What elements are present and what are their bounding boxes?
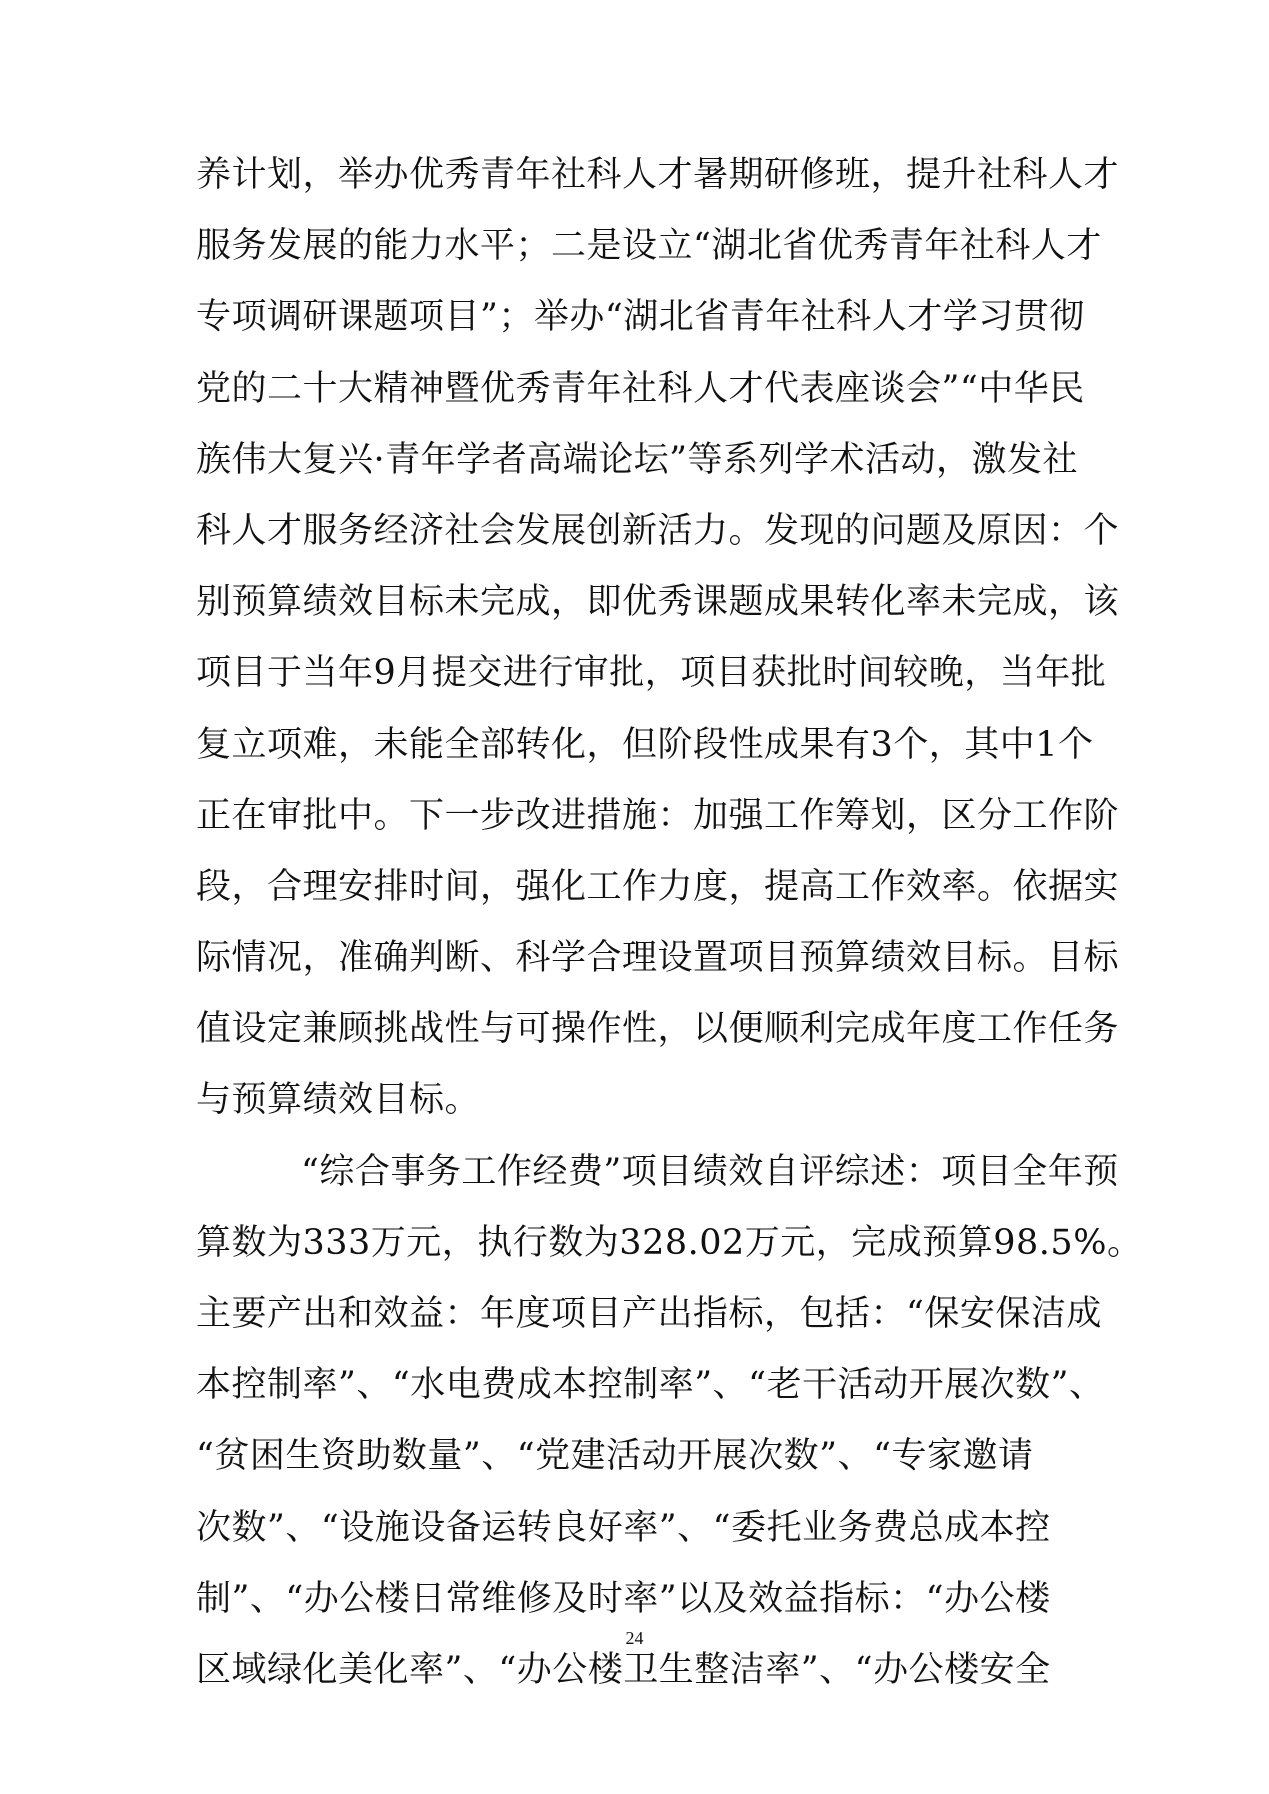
text-line: 区域绿化美化率”、“办公楼卫生整洁率”、“办公楼安全	[196, 1649, 1051, 1690]
text-line: 项目于当年9月提交进行审批，项目获批时间较晚，当年批	[196, 653, 1107, 694]
text-line: 党的二十大精神暨优秀青年社科人才代表座谈会”“中华民	[196, 368, 1085, 409]
text-line: 际情况，准确判断、科学合理设置项目预算绩效目标。目标	[196, 938, 1120, 979]
text-line: 次数”、“设施设备运转良好率”、“委托业务费总成本控	[196, 1507, 1051, 1548]
text-line: 值设定兼顾挑战性与可操作性，以便顺利完成年度工作任务	[196, 1009, 1120, 1050]
text-line: 正在审批中。下一步改进措施：加强工作筹划，区分工作阶	[196, 795, 1120, 836]
text-line: 主要产出和效益：年度项目产出指标，包括：“保安保洁成	[196, 1294, 1102, 1334]
text-line: 制”、“办公楼日常维修及时率”以及效益指标：“办公楼	[196, 1578, 1051, 1619]
text-line: “贫困生资助数量”、“党建活动开展次数”、“专家邀请	[196, 1436, 1034, 1477]
page-number: 24	[625, 1628, 644, 1648]
text-line: 服务发展的能力水平；二是设立“湖北省优秀青年社科人才	[196, 226, 1102, 267]
text-line: 养计划，举办优秀青年社科人才暑期研修班，提升社科人才	[196, 155, 1120, 195]
text-line: 算数为333万元，执行数为328.02万元，完成预算98.5%。	[196, 1222, 1143, 1263]
text-line: 复立项难，未能全部转化，但阶段性成果有3个，其中1个	[196, 724, 1094, 765]
text-line: 科人才服务经济社会发展创新活力。发现的问题及原因：个	[196, 510, 1120, 551]
text-line: 别预算绩效目标未完成，即优秀课题成果转化率未完成，该	[196, 582, 1120, 623]
text-line: 段，合理安排时间，强化工作力度，提高工作效率。依据实	[196, 866, 1120, 907]
body-text	[196, 140, 1143, 1706]
text-line: 族伟大复兴·青年学者高端论坛”等系列学术活动，激发社	[196, 439, 1079, 480]
text-line: 与预算绩效目标。	[196, 1080, 481, 1121]
text-line: 专项调研课题项目”；举办“湖北省青年社科人才学习贯彻	[196, 297, 1085, 338]
text-line: “综合事务工作经费”项目绩效自评综述：项目全年预	[301, 1151, 1119, 1192]
text-line: 本控制率”、“水电费成本控制率”、“老干活动开展次数”、	[196, 1365, 1105, 1406]
